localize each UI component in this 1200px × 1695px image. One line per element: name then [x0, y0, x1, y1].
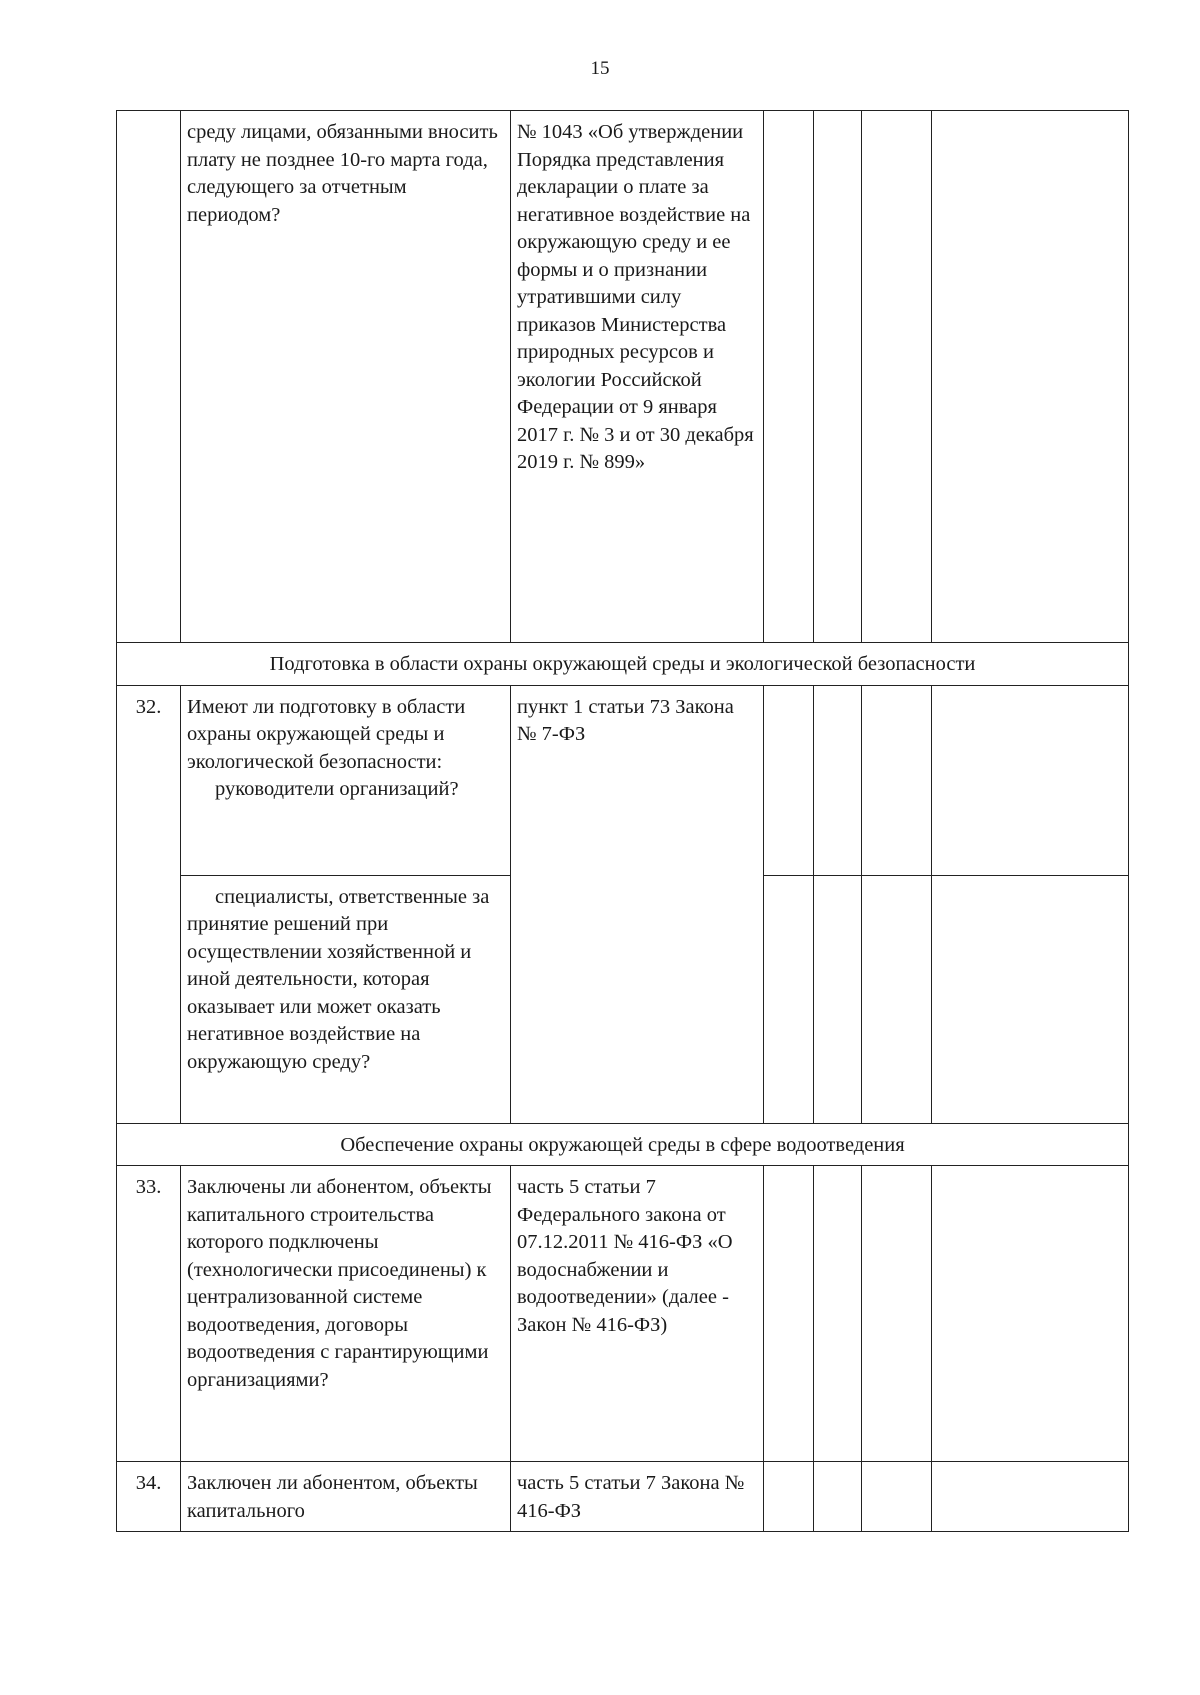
- reference-cell-32: пункт 1 статьи 73 Закона № 7-ФЗ: [511, 685, 764, 1123]
- answer-na-cell[interactable]: [862, 1462, 932, 1532]
- question-cell: [181, 111, 511, 643]
- question-cell-33: Заключены ли абонентом, объекты капитального строительства которого подключены (технологически присоединены) к централизованной системе водоотведения, договоры водоотведения с гарантирующими организациями?: [181, 1166, 511, 1462]
- question-item-32b: специалисты, ответственные за принятие решений при осуществлении хозяйственной и иной деятельности, которая оказывает или может оказать негативное воздействие на окружающую среду?: [187, 885, 490, 1073]
- answer-no-cell[interactable]: [814, 1166, 862, 1462]
- question-cell-34: Заключен ли абонентом, объекты капитального: [181, 1462, 511, 1532]
- section-title-water: Обеспечение охраны окружающей среды в сфере водоотведения: [117, 1123, 1129, 1166]
- row-number-cell: [117, 111, 181, 643]
- answer-yes-cell[interactable]: [764, 685, 814, 875]
- reference-cell: [511, 111, 764, 643]
- row-number-33: 33.: [117, 1166, 181, 1462]
- answer-yes-cell[interactable]: [764, 1166, 814, 1462]
- question-intro-32: Имеют ли подготовку в области охраны окружающей среды и экологической безопасности:: [187, 695, 466, 773]
- reference-cell-34: часть 5 статьи 7 Закона № 416-ФЗ: [511, 1462, 764, 1532]
- question-text: среду лицами, обязанными вносить плату не позднее 10-го марта года, следующего за отчетным периодом?: [187, 121, 498, 226]
- answer-na-cell[interactable]: [862, 111, 932, 643]
- question-cell-32b: [181, 875, 511, 1123]
- comment-cell[interactable]: [932, 1166, 1129, 1462]
- table-row-32: [117, 685, 1129, 875]
- answer-na-cell[interactable]: [862, 685, 932, 875]
- row-number-34: 34.: [117, 1462, 181, 1532]
- table-row-33: [117, 1166, 1129, 1462]
- question-item-32a: руководители организаций?: [215, 778, 459, 800]
- answer-yes-cell[interactable]: [764, 111, 814, 643]
- row-number-32: 32.: [117, 685, 181, 1123]
- page-number: 15: [590, 58, 610, 79]
- section-header-row: [117, 1123, 1129, 1166]
- answer-na-cell[interactable]: [862, 875, 932, 1123]
- answer-no-cell[interactable]: [814, 111, 862, 643]
- comment-cell[interactable]: [932, 875, 1129, 1123]
- reference-text: № 1043 «Об утверждении Порядка представления декларации о плате за негативное воздействие на окружающую среду и ее формы и о признании утратившими силу приказов Министерства природных ресурсов и экологии Российской Федерации от 9 января 2017 г. № 3 и от 30 декабря 2019 г. № 899»: [517, 121, 754, 473]
- comment-cell[interactable]: [932, 111, 1129, 643]
- answer-no-cell[interactable]: [814, 685, 862, 875]
- table-row-continuation: [117, 111, 1129, 643]
- answer-no-cell[interactable]: [814, 1462, 862, 1532]
- table-row-34: [117, 1462, 1129, 1532]
- comment-cell[interactable]: [932, 1462, 1129, 1532]
- answer-yes-cell[interactable]: [764, 875, 814, 1123]
- section-header-row: [117, 643, 1129, 686]
- question-cell-32a: [181, 685, 511, 875]
- reference-cell-33: часть 5 статьи 7 Федерального закона от 07.12.2011 № 416-ФЗ «О водоснабжении и водоотведении» (далее - Закон № 416-ФЗ): [511, 1166, 764, 1462]
- answer-yes-cell[interactable]: [764, 1462, 814, 1532]
- comment-cell[interactable]: [932, 685, 1129, 875]
- answer-na-cell[interactable]: [862, 1166, 932, 1462]
- section-title-training: Подготовка в области охраны окружающей среды и экологической безопасности: [117, 643, 1129, 686]
- checklist-table: [116, 110, 1129, 1532]
- answer-no-cell[interactable]: [814, 875, 862, 1123]
